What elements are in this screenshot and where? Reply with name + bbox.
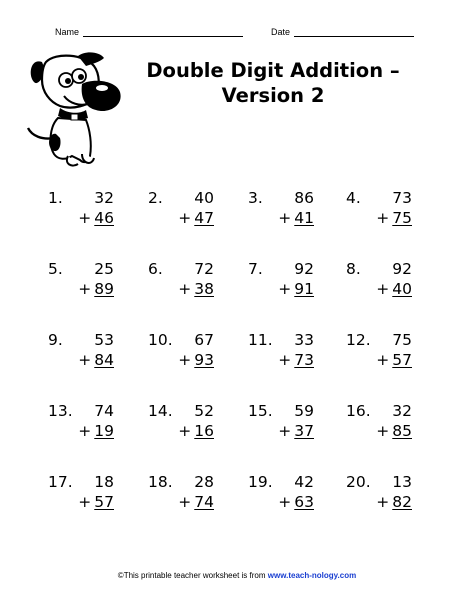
title-line-1: Double Digit Addition – xyxy=(146,59,400,82)
problem-item xyxy=(248,188,346,259)
footer-text: ©This printable teacher worksheet is from xyxy=(117,571,268,580)
problem-item xyxy=(248,472,346,543)
plus-sign: + xyxy=(278,209,292,227)
problem-top-row xyxy=(248,188,314,208)
problem-top-row xyxy=(148,401,214,421)
problem-top-row xyxy=(48,259,114,279)
problem-number: 8. xyxy=(346,260,361,278)
problem-addend-1: 32 xyxy=(94,189,114,207)
problem-bottom-row xyxy=(248,350,314,370)
problem-bottom-row xyxy=(48,279,114,299)
problem-item xyxy=(346,330,446,401)
problem-bottom-row xyxy=(148,421,214,441)
name-field xyxy=(55,27,243,37)
worksheet-title xyxy=(128,58,418,108)
problem-top-row xyxy=(48,188,114,208)
problem-item xyxy=(48,330,148,401)
problem-addend-2: 75 xyxy=(392,209,412,227)
problem-number: 1. xyxy=(48,189,63,207)
problem-bottom-row xyxy=(148,279,214,299)
plus-sign: + xyxy=(178,422,192,440)
problem-addend-1: 92 xyxy=(294,260,314,278)
plus-sign: + xyxy=(376,422,390,440)
plus-sign: + xyxy=(278,422,292,440)
problem-bottom-row xyxy=(248,208,314,228)
problem-number: 20. xyxy=(346,473,371,491)
problem-top-row xyxy=(248,259,314,279)
problem-addend-2: 57 xyxy=(392,351,412,369)
name-blank-line[interactable] xyxy=(83,27,243,37)
problem-addend-2: 16 xyxy=(194,422,214,440)
name-label: Name xyxy=(55,27,80,37)
problem-item xyxy=(48,401,148,472)
problem-addend-2: 57 xyxy=(94,493,114,511)
problem-bottom-row xyxy=(48,492,114,512)
worksheet-header xyxy=(55,27,444,37)
plus-sign: + xyxy=(178,493,192,511)
problem-addend-1: 28 xyxy=(194,473,214,491)
problem-item xyxy=(148,401,248,472)
problem-addend-1: 73 xyxy=(392,189,412,207)
problem-top-row xyxy=(346,259,412,279)
problem-number: 3. xyxy=(248,189,263,207)
plus-sign: + xyxy=(78,209,92,227)
problem-addend-2: 47 xyxy=(194,209,214,227)
problem-item xyxy=(148,259,248,330)
footer-link[interactable]: www.teach-nology.com xyxy=(267,571,357,580)
problem-addend-1: 92 xyxy=(392,260,412,278)
problem-addend-2: 46 xyxy=(94,209,114,227)
problem-number: 14. xyxy=(148,402,173,420)
problem-top-row xyxy=(148,259,214,279)
problem-number: 7. xyxy=(248,260,263,278)
problem-item xyxy=(148,330,248,401)
problem-number: 11. xyxy=(248,331,273,349)
problem-number: 19. xyxy=(248,473,273,491)
title-line-2: Version 2 xyxy=(221,84,325,107)
problem-item xyxy=(148,188,248,259)
problem-item xyxy=(346,472,446,543)
plus-sign: + xyxy=(178,280,192,298)
problem-item xyxy=(346,401,446,472)
plus-sign: + xyxy=(78,351,92,369)
problem-addend-1: 59 xyxy=(294,402,314,420)
footer xyxy=(0,571,474,580)
problem-top-row xyxy=(48,330,114,350)
problem-item xyxy=(48,472,148,543)
problem-number: 5. xyxy=(48,260,63,278)
problem-bottom-row xyxy=(48,208,114,228)
problem-number: 13. xyxy=(48,402,73,420)
plus-sign: + xyxy=(278,280,292,298)
plus-sign: + xyxy=(78,280,92,298)
problem-top-row xyxy=(346,401,412,421)
problem-item xyxy=(248,401,346,472)
problem-bottom-row xyxy=(346,350,412,370)
problem-addend-1: 13 xyxy=(392,473,412,491)
problem-number: 4. xyxy=(346,189,361,207)
problem-addend-2: 82 xyxy=(392,493,412,511)
problem-item xyxy=(346,188,446,259)
problem-bottom-row xyxy=(346,421,412,441)
problem-addend-2: 41 xyxy=(294,209,314,227)
plus-sign: + xyxy=(178,351,192,369)
problem-addend-2: 40 xyxy=(392,280,412,298)
plus-sign: + xyxy=(376,209,390,227)
problem-addend-2: 73 xyxy=(294,351,314,369)
problem-addend-1: 25 xyxy=(94,260,114,278)
problem-number: 17. xyxy=(48,473,73,491)
problem-item xyxy=(248,330,346,401)
problem-bottom-row xyxy=(346,208,412,228)
date-blank-line[interactable] xyxy=(294,27,414,37)
problem-item xyxy=(248,259,346,330)
problem-bottom-row xyxy=(148,208,214,228)
problem-bottom-row xyxy=(48,421,114,441)
problem-addend-1: 42 xyxy=(294,473,314,491)
problem-addend-2: 37 xyxy=(294,422,314,440)
problem-top-row xyxy=(148,472,214,492)
problem-bottom-row xyxy=(48,350,114,370)
problem-item xyxy=(48,188,148,259)
problem-addend-2: 93 xyxy=(194,351,214,369)
problem-addend-2: 74 xyxy=(194,493,214,511)
problem-addend-2: 85 xyxy=(392,422,412,440)
problem-top-row xyxy=(248,472,314,492)
problem-top-row xyxy=(346,472,412,492)
problem-addend-2: 91 xyxy=(294,280,314,298)
problem-addend-1: 18 xyxy=(94,473,114,491)
problem-bottom-row xyxy=(248,421,314,441)
plus-sign: + xyxy=(178,209,192,227)
plus-sign: + xyxy=(78,422,92,440)
problem-bottom-row xyxy=(346,279,412,299)
problem-top-row xyxy=(248,330,314,350)
problem-top-row xyxy=(48,401,114,421)
problem-addend-1: 32 xyxy=(392,402,412,420)
problem-number: 16. xyxy=(346,402,371,420)
problem-addend-2: 38 xyxy=(194,280,214,298)
problem-number: 10. xyxy=(148,331,173,349)
plus-sign: + xyxy=(278,351,292,369)
plus-sign: + xyxy=(376,493,390,511)
problem-addend-1: 52 xyxy=(194,402,214,420)
problem-item xyxy=(48,259,148,330)
problem-addend-2: 89 xyxy=(94,280,114,298)
problem-top-row xyxy=(248,401,314,421)
problem-bottom-row xyxy=(248,279,314,299)
plus-sign: + xyxy=(278,493,292,511)
problem-addend-2: 19 xyxy=(94,422,114,440)
problem-addend-2: 84 xyxy=(94,351,114,369)
problem-addend-1: 67 xyxy=(194,331,214,349)
problem-number: 6. xyxy=(148,260,163,278)
date-field xyxy=(271,27,414,37)
problem-addend-1: 72 xyxy=(194,260,214,278)
problem-addend-1: 74 xyxy=(94,402,114,420)
problem-top-row xyxy=(48,472,114,492)
problem-bottom-row xyxy=(148,350,214,370)
problem-top-row xyxy=(148,188,214,208)
problem-number: 2. xyxy=(148,189,163,207)
problem-addend-2: 63 xyxy=(294,493,314,511)
problem-number: 12. xyxy=(346,331,371,349)
problem-bottom-row xyxy=(346,492,412,512)
problem-top-row xyxy=(346,188,412,208)
problem-addend-1: 33 xyxy=(294,331,314,349)
problem-bottom-row xyxy=(148,492,214,512)
problem-number: 15. xyxy=(248,402,273,420)
problem-item xyxy=(346,259,446,330)
problem-number: 9. xyxy=(48,331,63,349)
problem-addend-1: 40 xyxy=(194,189,214,207)
problem-addend-1: 75 xyxy=(392,331,412,349)
plus-sign: + xyxy=(78,493,92,511)
plus-sign: + xyxy=(376,280,390,298)
problem-top-row xyxy=(148,330,214,350)
problem-bottom-row xyxy=(248,492,314,512)
problem-number: 18. xyxy=(148,473,173,491)
plus-sign: + xyxy=(376,351,390,369)
problem-item xyxy=(148,472,248,543)
cartoon-dog-icon xyxy=(20,48,132,176)
problem-top-row xyxy=(346,330,412,350)
problem-addend-1: 53 xyxy=(94,331,114,349)
date-label: Date xyxy=(271,27,291,37)
problem-addend-1: 86 xyxy=(294,189,314,207)
problem-grid xyxy=(48,188,446,543)
